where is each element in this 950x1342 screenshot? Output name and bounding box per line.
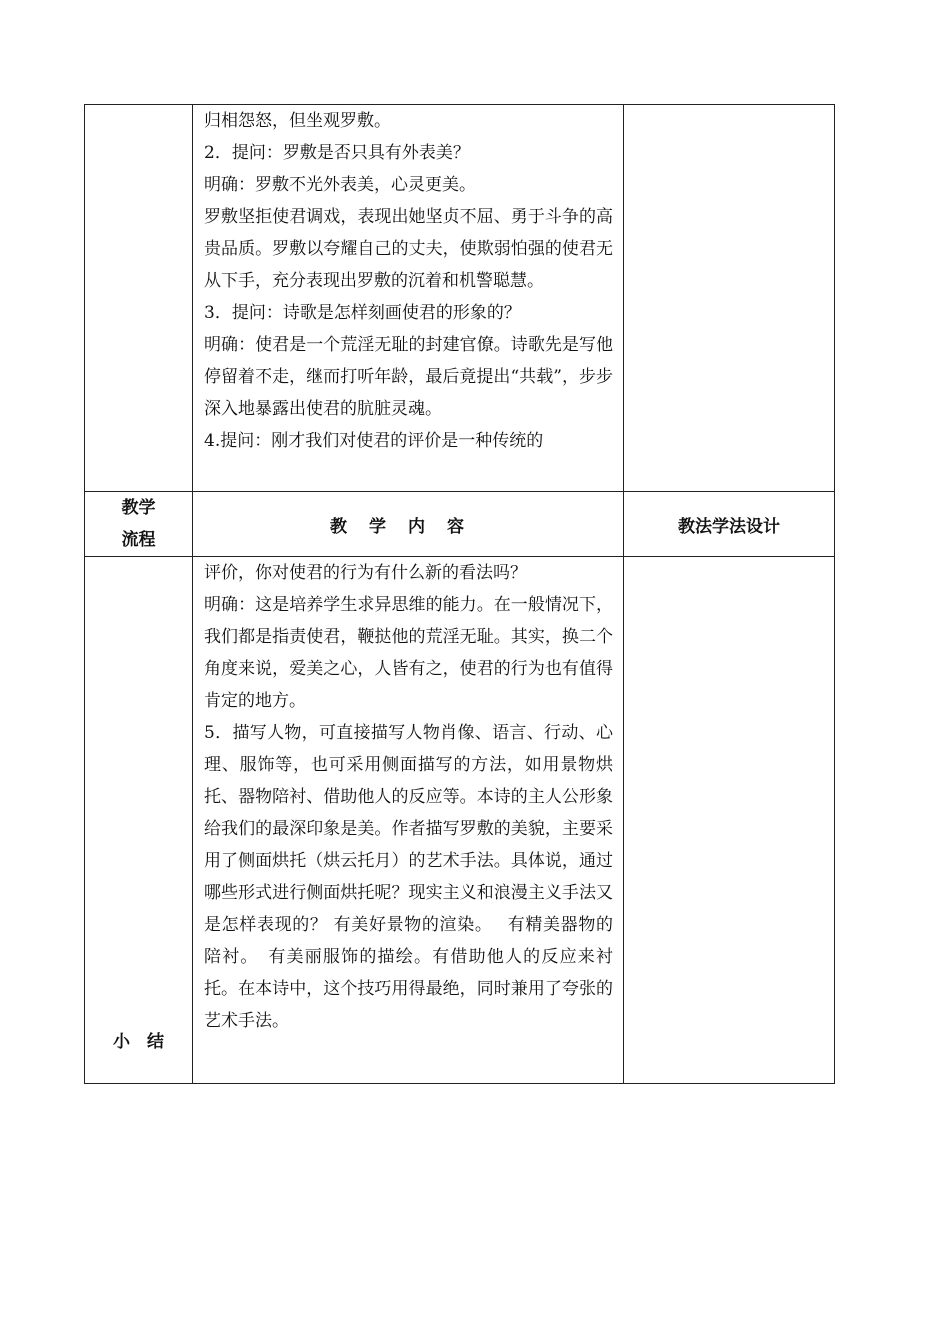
process-cell bbox=[85, 105, 193, 492]
paragraph: 2．提问：罗敷是否只具有外表美？ bbox=[204, 143, 470, 163]
process-cell bbox=[85, 557, 193, 1084]
paragraph: 归相怨怒，但坐观罗敷。 bbox=[204, 111, 391, 131]
table-row bbox=[85, 105, 835, 492]
paragraph: 明确：罗敷不光外表美，心灵更美。 bbox=[204, 175, 476, 195]
paragraph: 3．提问：诗歌是怎样刻画使君的形象的？ bbox=[204, 303, 521, 323]
content-text bbox=[193, 105, 623, 457]
method-cell bbox=[624, 105, 835, 492]
lesson-plan-table bbox=[84, 104, 835, 1084]
method-cell bbox=[624, 557, 835, 1084]
paragraph: 罗敷坚拒使君调戏，表现出她坚贞不屈、勇于斗争的高贵品质。罗敷以夸耀自己的丈夫，使欺弱怕强的使君无从下手，充分表现出罗敷的沉着和机警聪慧。 bbox=[204, 207, 613, 291]
paragraph: 评价，你对使君的行为有什么新的看法吗？ bbox=[204, 563, 527, 583]
table-row bbox=[85, 557, 835, 1084]
content-text bbox=[193, 557, 623, 1037]
header-content: 教学内容 bbox=[193, 492, 624, 557]
content-cell bbox=[193, 557, 624, 1084]
paragraph: 5．描写人物，可直接描写人物肖像、语言、行动、心理、服饰等，也可采用侧面描写的方法，如用景物烘托、器物陪衬、借助他人的反应等。本诗的主人公形象给我们的最深印象是美。作者描写罗敷的美貌，主要采用了侧面烘托（烘云托月）的艺术手法。具体说，通过哪些形式进行侧面烘托呢？现实主义和浪漫主义手法又是怎样表现的？ 有美好景物的渲染。 有精美器物的陪衬。 有美丽服饰的描绘。有借助他人的反应来衬托。在本诗中，这个技巧用得最绝，同时兼用了夸张的艺术手法。 bbox=[204, 723, 613, 1031]
header-method: 教法学法设计 bbox=[624, 492, 835, 557]
content-cell bbox=[193, 105, 624, 492]
header-row bbox=[85, 492, 835, 557]
paragraph: 明确：这是培养学生求异思维的能力。在一般情况下，我们都是指责使君，鞭挞他的荒淫无耻。其实，换二个角度来说，爱美之心，人皆有之，使君的行为也有值得肯定的地方。 bbox=[204, 595, 613, 711]
paragraph: 4.提问：刚才我们对使君的评价是一种传统的 bbox=[204, 431, 544, 451]
summary-label: 小 结 bbox=[113, 1032, 164, 1052]
header-process: 教学流程 bbox=[85, 492, 193, 557]
paragraph: 明确：使君是一个荒淫无耻的封建官僚。诗歌先是写他停留着不走，继而打听年龄，最后竟提出“共载”，步步深入地暴露出使君的肮脏灵魂。 bbox=[204, 335, 613, 419]
